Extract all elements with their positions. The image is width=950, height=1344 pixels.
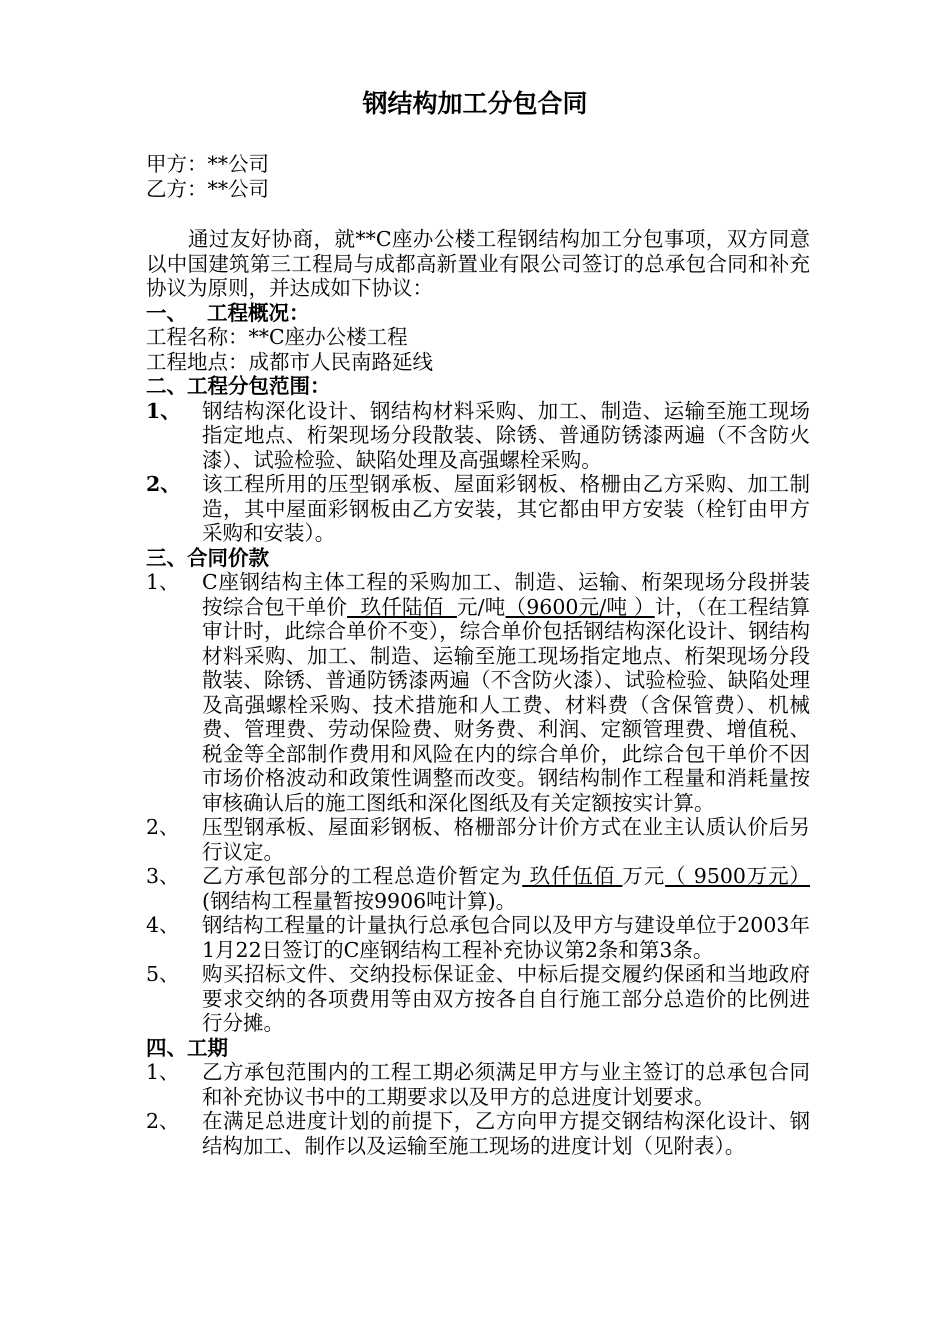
section-1-title: 工程概况： xyxy=(207,300,310,325)
item-text-part: 乙方承包部分的工程总造价暂定为 xyxy=(202,864,523,888)
item-text: 购买招标文件、交纳投标保证金、中标后提交履约保函和当地政府要求交纳的各项费用等由双方按各自自行施工部分总造价的比例进行分摊。 xyxy=(202,962,810,1035)
item-text: 乙方承包范围内的工程工期必须满足甲方与业主签订的总承包合同和补充协议书中的工期要求以及甲方的总进度计划要求。 xyxy=(202,1060,810,1109)
item-text-part: 计，（在工程结算审计时，此综合单价不变），综合单价包括钢结构深化设计、钢结构材料采购、加工、制造、运输至施工现场指定地点、桁架现场分段散装、除锈、普通防锈漆两遍（不含防火漆）、试验检验、缺陷处理及高强螺栓采购、技术措施和人工费、材料费（含保管费）、机械费、管理费、劳动保险费、财务费、利润、定额管理费、增值税、税金等全部制作费用和风险在内的综合单价，此综合包干单价不因市场价格波动和政策性调整而改变。钢结构制作工程量和消耗量按审核确认后的施工图纸和深化图纸及有关定额按实计算。 xyxy=(202,594,811,815)
intro-paragraph: 通过友好协商，就**C座办公楼工程钢结构加工分包事项，双方同意以中国建筑第三工程局与成都高新置业有限公司签订的总承包合同和补充协议为原则，并达成如下协议： xyxy=(146,227,810,300)
section-1-heading xyxy=(146,301,810,326)
list-item xyxy=(146,570,810,815)
list-item xyxy=(146,472,810,546)
list-item xyxy=(146,815,810,864)
item-number: 2、 xyxy=(146,815,180,839)
item-text-part: 元/吨 xyxy=(456,594,506,619)
item-text-part: C座钢结构主体工程的采购加工、制造、运输、桁架现场分段拼装按综合包干单价 xyxy=(202,570,810,619)
section-4-heading: 四、工期 xyxy=(146,1035,228,1060)
item-number: 2、 xyxy=(146,472,181,496)
project-name: 工程名称：**C座办公楼工程 xyxy=(146,325,408,349)
item-text xyxy=(202,864,810,913)
item-text xyxy=(202,570,810,815)
item-text: 钢结构深化设计、钢结构材料采购、加工、制造、运输至施工现场指定地点、桁架现场分段散装、除锈、普通防锈漆两遍（不含防火漆）、试验检验、缺陷处理及高强螺栓采购。 xyxy=(202,398,810,472)
item-text-part: 万元 xyxy=(622,864,666,888)
party-b: 乙方：**公司 xyxy=(146,176,269,201)
unit-price-number: （9600元/吨 ） xyxy=(505,594,655,619)
item-text: 钢结构工程量的计量执行总承包合同以及甲方与建设单位于2003年1月22日签订的C座钢结构工程补充协议第2条和第3条。 xyxy=(202,913,810,962)
item-number: 4、 xyxy=(146,913,180,937)
list-item xyxy=(146,399,810,473)
item-text: 在满足总进度计划的前提下，乙方向甲方提交钢结构深化设计、钢结构加工、制作以及运输至施工现场的进度计划（见附表）。 xyxy=(202,1109,810,1158)
unit-price-words: 玖仟陆佰 xyxy=(347,594,457,619)
list-item xyxy=(146,962,810,1036)
item-number: 1、 xyxy=(146,398,181,423)
document-title: 钢结构加工分包合同 xyxy=(362,89,588,118)
item-number: 2、 xyxy=(146,1109,180,1133)
section-2-heading: 二、工程分包范围： xyxy=(146,374,331,398)
list-item xyxy=(146,1109,810,1158)
item-text-part: (钢结构工程量暂按9906吨计算)。 xyxy=(202,888,517,913)
item-text: 压型钢承板、屋面彩钢板、格栅部分计价方式在业主认质认价后另行议定。 xyxy=(202,815,810,864)
section-1-number: 一、 xyxy=(146,300,187,325)
project-location: 工程地点：成都市人民南路延线 xyxy=(146,349,433,374)
item-number: 3、 xyxy=(146,864,180,888)
party-a: 甲方：**公司 xyxy=(146,152,269,176)
document-body xyxy=(146,152,810,1158)
total-price-number: （ 9500万元） xyxy=(665,864,811,888)
list-item xyxy=(146,913,810,962)
list-item xyxy=(146,864,810,913)
item-text: 该工程所用的压型钢承板、屋面彩钢板、格栅由乙方采购、加工制造，其中屋面彩钢板由乙方安装，其它都由甲方安装（栓钉由甲方采购和安装）。 xyxy=(202,472,810,545)
total-price-words: 玖仟伍佰 xyxy=(522,864,623,888)
item-number: 5、 xyxy=(146,962,180,986)
section-3-heading: 三、合同价款 xyxy=(146,545,269,570)
list-item xyxy=(146,1060,810,1109)
item-number: 1、 xyxy=(146,570,180,594)
item-number: 1、 xyxy=(146,1060,180,1084)
